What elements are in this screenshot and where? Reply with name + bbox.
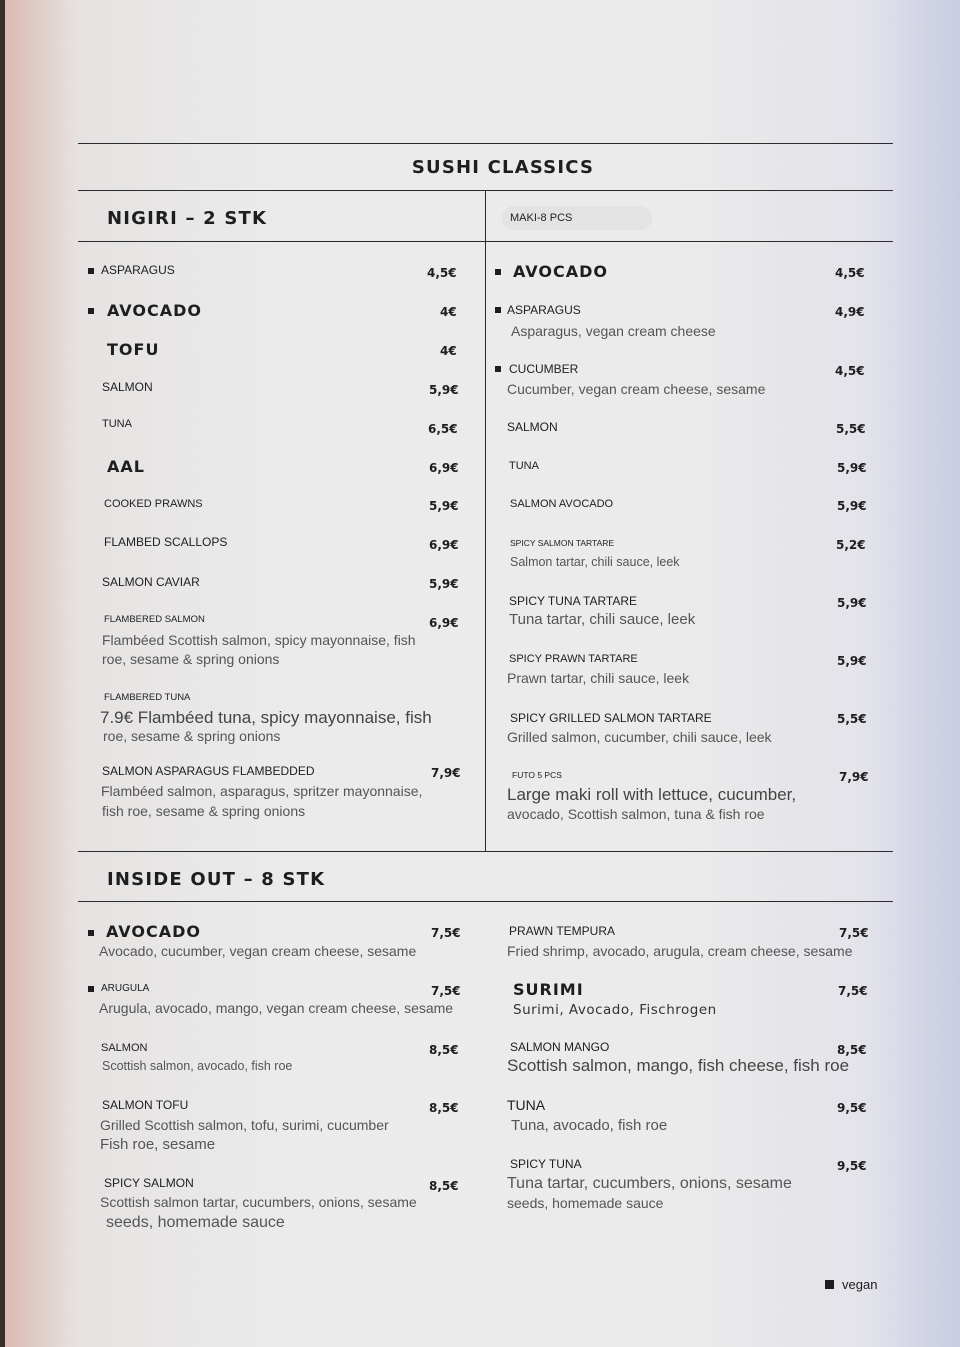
menu-item-description: Cucumber, vegan cream cheese, sesame: [507, 381, 766, 397]
menu-item-price: 7,5€: [838, 984, 868, 998]
rule-insideout-bottom: [78, 901, 893, 902]
menu-item-name: SALMON: [102, 380, 153, 394]
menu-item-price: 4€: [440, 305, 457, 319]
menu-item-name: FLAMBERED TUNA: [104, 692, 191, 703]
menu-item-name: COOKED PRAWNS: [104, 498, 203, 510]
vegan-marker: [88, 308, 94, 314]
vegan-marker: [88, 930, 94, 936]
menu-item-name: SPICY PRAWN TARTARE: [509, 653, 638, 665]
menu-item-price: 7,9€: [839, 770, 869, 784]
menu-item-description: seeds, homemade sauce: [507, 1195, 664, 1211]
nigiri-heading: NIGIRI – 2 STK: [107, 208, 268, 229]
menu-item-price: 5,9€: [837, 461, 867, 475]
vegan-legend-marker: [825, 1280, 834, 1289]
menu-item-price: 5,2€: [836, 538, 866, 552]
menu-item-name: TUNA: [507, 1097, 546, 1113]
menu-item-price: 5,9€: [837, 499, 867, 513]
menu-item-name: SALMON ASPARAGUS FLAMBEDDED: [102, 764, 315, 778]
menu-item-price: 7,5€: [431, 984, 461, 998]
menu-item-price: 6,9€: [429, 461, 459, 475]
menu-item-price: 5,5€: [836, 422, 866, 436]
rule-top: [78, 143, 893, 144]
rule-insideout-top: [78, 851, 893, 852]
vegan-marker: [495, 269, 501, 275]
menu-item-name: ASPARAGUS: [507, 303, 581, 317]
menu-item-name: SALMON AVOCADO: [510, 498, 614, 510]
menu-item-name: AVOCADO: [513, 262, 609, 281]
menu-item-name: SPICY TUNA: [510, 1157, 582, 1171]
menu-item-price: 5,9€: [429, 499, 459, 513]
menu-item-price: 5,9€: [837, 596, 867, 610]
menu-item-name: SPICY GRILLED SALMON TARTARE: [510, 711, 712, 725]
menu-item-description: roe, sesame & spring onions: [103, 728, 281, 744]
menu-item-price: 5,5€: [837, 712, 867, 726]
menu-item-description: Scottish salmon, mango, fish cheese, fish roe: [507, 1056, 850, 1075]
menu-item-description: seeds, homemade sauce: [106, 1214, 285, 1231]
menu-item-price: 4,9€: [835, 305, 865, 319]
menu-item-name: TUNA: [509, 460, 539, 472]
vegan-marker: [495, 307, 501, 313]
menu-item-price: 5,9€: [429, 383, 459, 397]
menu-item-description: Avocado, cucumber, vegan cream cheese, sesame: [99, 943, 417, 959]
menu-item-description: Large maki roll with lettuce, cucumber,: [507, 785, 797, 804]
menu-item-description: Flambéed Scottish salmon, spicy mayonnaise, fish: [102, 632, 416, 648]
menu-item-description: roe, sesame & spring onions: [102, 651, 280, 667]
menu-item-name: SALMON: [101, 1042, 148, 1054]
menu-item-name: SALMON MANGO: [510, 1040, 610, 1054]
menu-item-description: Fish roe, sesame: [100, 1136, 216, 1153]
menu-item-name: FLAMBERED SALMON: [104, 614, 205, 625]
menu-item-name: FUTO 5 PCS: [512, 770, 562, 780]
menu-item-price: 4€: [440, 344, 457, 358]
menu-item-name: ASPARAGUS: [101, 263, 175, 277]
menu-item-description: Grilled Scottish salmon, tofu, surimi, cucumber: [100, 1117, 389, 1133]
menu-item-name: CUCUMBER: [509, 362, 579, 376]
menu-item-name: SALMON: [507, 420, 558, 434]
menu-item-description: Tuna tartar, chili sauce, leek: [509, 611, 696, 628]
menu-item-price: 7,9€: [431, 766, 461, 780]
menu-item-name: AVOCADO: [107, 301, 203, 320]
menu-item-description: avocado, Scottish salmon, tuna & fish roe: [507, 806, 765, 822]
menu-item-description: Surimi, Avocado, Fischrogen: [513, 1002, 717, 1018]
menu-item-price: 4,5€: [835, 266, 865, 280]
menu-item-price: 4,5€: [427, 266, 457, 280]
menu-item-price: 6,9€: [429, 538, 459, 552]
menu-item-price: 5,9€: [837, 654, 867, 668]
menu-item-price: 8,5€: [429, 1179, 459, 1193]
menu-item-description: Tuna tartar, cucumbers, onions, sesame: [507, 1175, 792, 1192]
menu-item-description: Arugula, avocado, mango, vegan cream cheese, sesame: [99, 1000, 454, 1016]
menu-item-description: Prawn tartar, chili sauce, leek: [507, 670, 690, 686]
menu-item-description: Scottish salmon tartar, cucumbers, onions, sesame: [100, 1194, 417, 1210]
menu-item-price: 6,9€: [429, 616, 459, 630]
menu-item-name: SPICY SALMON: [104, 1176, 194, 1190]
menu-item-name: TOFU: [107, 340, 160, 359]
menu-item-name: AAL: [107, 457, 145, 476]
page-title: SUSHI CLASSICS: [411, 157, 595, 178]
vegan-marker: [495, 366, 501, 372]
vegan-marker: [88, 268, 94, 274]
menu-item-description: 7.9€ Flambéed tuna, spicy mayonnaise, fish: [100, 708, 432, 727]
menu-item-price: 9,5€: [837, 1159, 867, 1173]
column-divider: [485, 191, 486, 852]
menu-item-price: 6,5€: [428, 422, 458, 436]
menu-item-name: AVOCADO: [106, 922, 202, 941]
menu-item-description: Salmon tartar, chili sauce, leek: [510, 555, 680, 569]
menu-item-name: TUNA: [102, 418, 132, 430]
vegan-legend-label: vegan: [842, 1277, 878, 1292]
menu-item-price: 8,5€: [837, 1043, 867, 1057]
menu-item-name: ARUGULA: [101, 983, 150, 994]
vegan-marker: [88, 986, 94, 992]
menu-item-description: Tuna, avocado, fish roe: [511, 1117, 668, 1134]
menu-item-name: FLAMBED SCALLOPS: [104, 535, 228, 549]
menu-item-price: 9,5€: [837, 1101, 867, 1115]
menu-item-price: 8,5€: [429, 1101, 459, 1115]
menu-item-description: Asparagus, vegan cream cheese: [511, 323, 716, 339]
menu-item-name: SPICY TUNA TARTARE: [509, 594, 638, 608]
menu-item-name: SPICY SALMON TARTARE: [510, 538, 615, 548]
insideout-heading: INSIDE OUT – 8 STK: [107, 869, 326, 890]
menu-item-description: Flambéed salmon, asparagus, spritzer mayonnaise,: [101, 783, 423, 799]
menu-item-name: SURIMI: [513, 980, 584, 999]
menu-item-price: 4,5€: [835, 364, 865, 378]
menu-item-description: Fried shrimp, avocado, arugula, cream cheese, sesame: [507, 943, 853, 959]
menu-item-description: Grilled salmon, cucumber, chili sauce, leek: [507, 729, 772, 745]
menu-item-price: 7,5€: [431, 926, 461, 940]
menu-item-name: SALMON CAVIAR: [102, 575, 200, 589]
menu-item-description: Scottish salmon, avocado, fish roe: [102, 1059, 293, 1073]
menu-item-price: 5,9€: [429, 577, 459, 591]
menu-item-description: fish roe, sesame & spring onions: [102, 803, 306, 819]
menu-item-name: SALMON TOFU: [102, 1098, 189, 1112]
menu-item-price: 8,5€: [429, 1043, 459, 1057]
maki-heading: MAKI-8 PCS: [502, 206, 652, 230]
menu-item-name: PRAWN TEMPURA: [509, 924, 616, 938]
page-edge: [0, 0, 5, 1347]
menu-item-price: 7,5€: [839, 926, 869, 940]
